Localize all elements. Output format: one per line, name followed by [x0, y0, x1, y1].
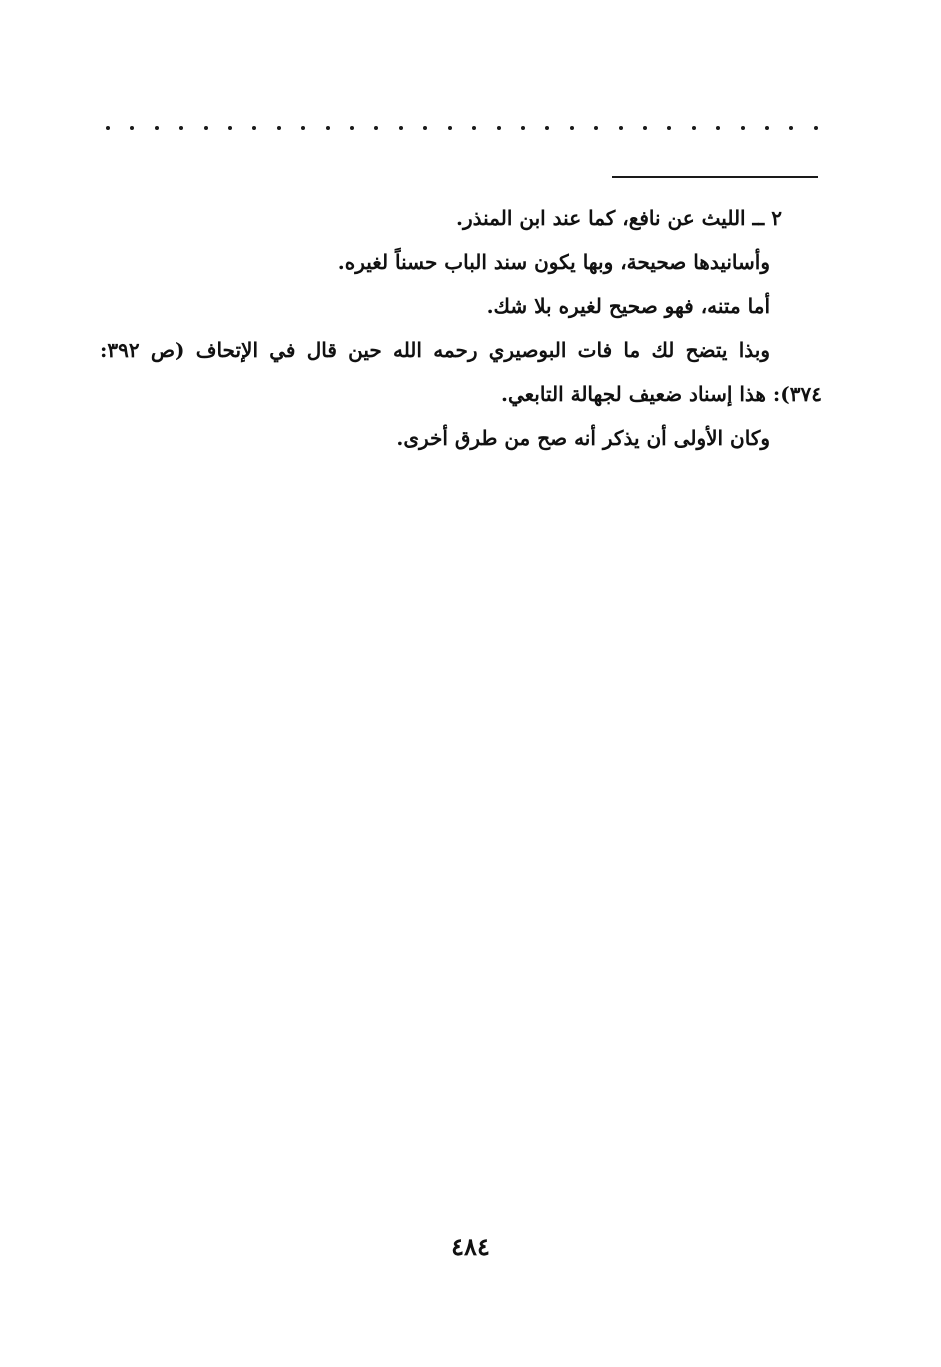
separator-dot: [423, 126, 427, 130]
text-line-5: ٣٧٤): هذا إسناد ضعيف لجهالة التابعي.: [501, 382, 822, 406]
separator-dot: [692, 126, 696, 130]
separator-dot: [643, 126, 647, 130]
separator-dot: [521, 126, 525, 130]
separator-dot: [350, 126, 354, 130]
separator-dot: [789, 126, 793, 130]
separator-dot: [497, 126, 501, 130]
separator-dot: [667, 126, 671, 130]
separator-dot: [570, 126, 574, 130]
separator-dot: [619, 126, 623, 130]
separator-dot: [155, 126, 159, 130]
separator-dot: [179, 126, 183, 130]
separator-dot: [374, 126, 378, 130]
text-line-6: وكان الأولى أن يذكر أنه صح من طرق أخرى.: [396, 426, 770, 450]
separator-dot: [399, 126, 403, 130]
text-line-3: أما متنه، فهو صحيح لغيره بلا شك.: [486, 294, 770, 318]
footnote-text: [100, 196, 822, 460]
text-line-1: ٢ ــ الليث عن نافع، كما عند ابن المنذر.: [456, 206, 782, 230]
separator-dot: [594, 126, 598, 130]
separator-dot: [130, 126, 134, 130]
separator-dot: [716, 126, 720, 130]
separator-dot: [448, 126, 452, 130]
text-line-2: وأسانيدها صحيحة، وبها يكون سند الباب حسناً لغيره.: [337, 250, 770, 274]
dotted-separator: [106, 118, 818, 138]
separator-dot: [472, 126, 476, 130]
separator-dot: [252, 126, 256, 130]
separator-dot: [545, 126, 549, 130]
page-number: ٤٨٤: [451, 1232, 490, 1261]
text-line-4: وبذا يتضح لك ما فات البوصيري رحمه الله حين قال في الإتحاف (ص ٣٩٢:: [100, 338, 770, 362]
footnote-rule: [612, 176, 818, 178]
separator-dot: [277, 126, 281, 130]
separator-dot: [765, 126, 769, 130]
separator-dot: [301, 126, 305, 130]
separator-dot: [814, 126, 818, 130]
separator-dot: [741, 126, 745, 130]
separator-dot: [204, 126, 208, 130]
separator-dot: [326, 126, 330, 130]
separator-dot: [106, 126, 110, 130]
separator-dot: [228, 126, 232, 130]
